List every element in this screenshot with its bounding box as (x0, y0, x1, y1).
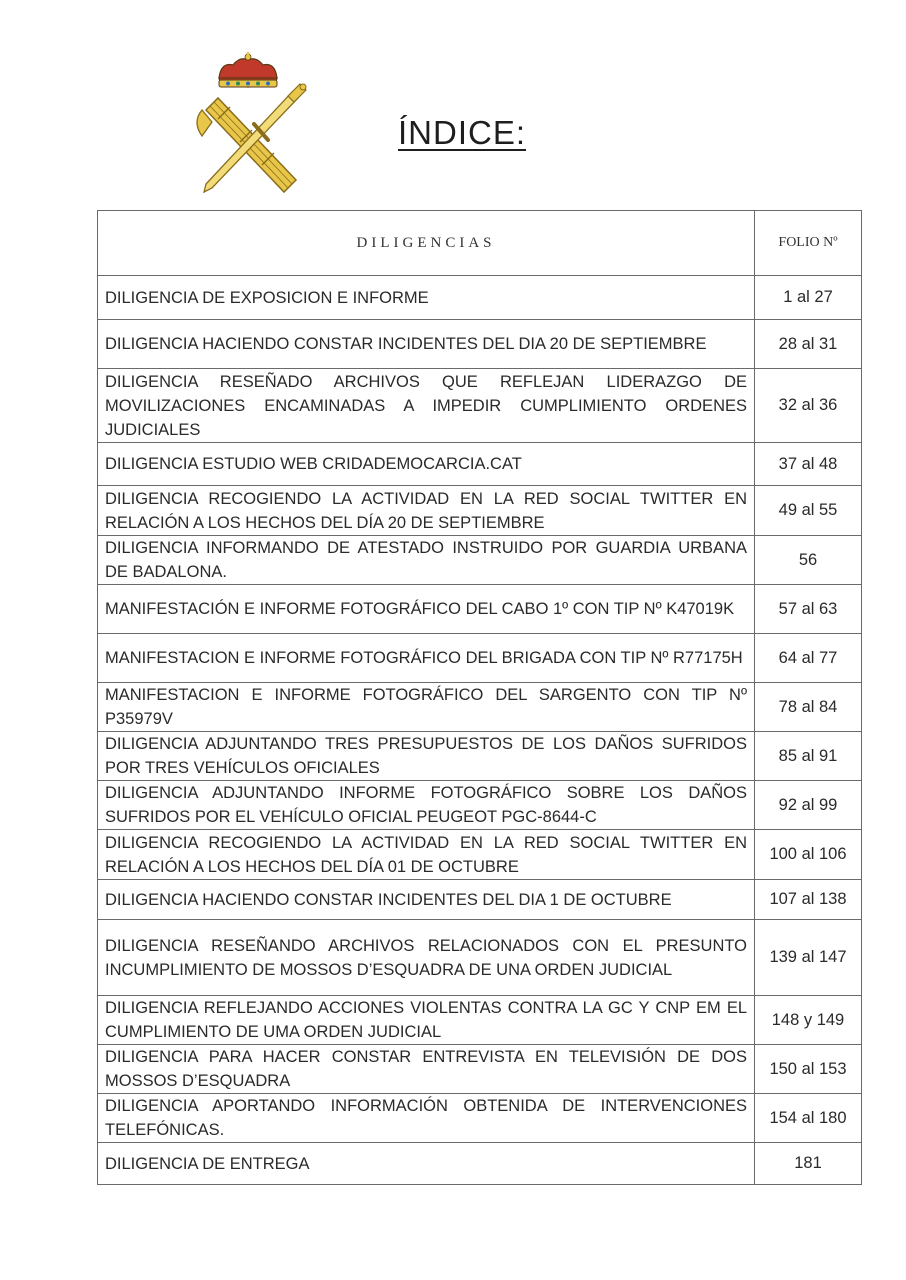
folio-number: 64 al 77 (755, 634, 862, 683)
table-row (98, 486, 862, 536)
diligencia-description: DILIGENCIA RESEÑANDO ARCHIVOS RELACIONADOS CON EL PRESUNTO INCUMPLIMIENTO DE MOSSOS D’ESQUADRA DE UNA ORDEN JUDICIAL (98, 920, 755, 996)
folio-number: 32 al 36 (755, 369, 862, 443)
folio-number: 57 al 63 (755, 585, 862, 634)
diligencia-description: DILIGENCIA ADJUNTANDO TRES PRESUPUESTOS DE LOS DAÑOS SUFRIDOS POR TRES VEHÍCULOS OFICIALES (98, 732, 755, 781)
folio-number: 78 al 84 (755, 683, 862, 732)
diligencia-description: DILIGENCIA ESTUDIO WEB CRIDADEMOCARCIA.CAT (98, 443, 755, 486)
diligencia-description: DILIGENCIA RECOGIENDO LA ACTIVIDAD EN LA RED SOCIAL TWITTER EN RELACIÓN A LOS HECHOS DEL DÍA 20 DE SEPTIEMBRE (98, 486, 755, 536)
diligencia-description: DILIGENCIA DE ENTREGA (98, 1143, 755, 1185)
folio-number: 85 al 91 (755, 732, 862, 781)
table-header-row (98, 211, 862, 276)
folio-number: 92 al 99 (755, 781, 862, 830)
table-row (98, 276, 862, 320)
table-row (98, 1094, 862, 1143)
page-title: ÍNDICE: (398, 114, 527, 151)
diligencia-description: DILIGENCIA DE EXPOSICION E INFORME (98, 276, 755, 320)
table-row (98, 781, 862, 830)
diligencia-description: DILIGENCIA HACIENDO CONSTAR INCIDENTES DEL DIA 1 DE OCTUBRE (98, 880, 755, 920)
diligencia-description: DILIGENCIA RESEÑADO ARCHIVOS QUE REFLEJAN LIDERAZGO DE MOVILIZACIONES ENCAMINADAS A IMPEDIR CUMPLIMIENTO ORDENES JUDICIALES (98, 369, 755, 443)
diligencia-description: MANIFESTACIÓN E INFORME FOTOGRÁFICO DEL CABO 1º CON TIP Nº K47019K (98, 585, 755, 634)
diligencia-description: DILIGENCIA HACIENDO CONSTAR INCIDENTES DEL DIA 20 DE SEPTIEMBRE (98, 320, 755, 369)
diligencia-description: MANIFESTACION E INFORME FOTOGRÁFICO DEL BRIGADA CON TIP Nº R77175H (98, 634, 755, 683)
table-row (98, 996, 862, 1045)
table-row (98, 683, 862, 732)
crown-icon (219, 52, 277, 87)
diligencia-description: DILIGENCIA INFORMANDO DE ATESTADO INSTRUIDO POR GUARDIA URBANA DE BADALONA. (98, 536, 755, 585)
folio-number: 37 al 48 (755, 443, 862, 486)
folio-number: 154 al 180 (755, 1094, 862, 1143)
guardia-civil-emblem (188, 52, 308, 202)
diligencia-description: DILIGENCIA APORTANDO INFORMACIÓN OBTENIDA DE INTERVENCIONES TELEFÓNICAS. (98, 1094, 755, 1143)
index-table (97, 210, 862, 1185)
table-row (98, 830, 862, 880)
table-row (98, 320, 862, 369)
folio-number: 1 al 27 (755, 276, 862, 320)
diligencia-description: MANIFESTACION E INFORME FOTOGRÁFICO DEL SARGENTO CON TIP Nº P35979V (98, 683, 755, 732)
folio-number: 100 al 106 (755, 830, 862, 880)
table-row (98, 880, 862, 920)
table-row (98, 920, 862, 996)
table-row (98, 1045, 862, 1094)
folio-number: 107 al 138 (755, 880, 862, 920)
table-row (98, 1143, 862, 1185)
column-header-folio: FOLIO Nº (755, 211, 862, 276)
table-row (98, 369, 862, 443)
folio-number: 49 al 55 (755, 486, 862, 536)
folio-number: 28 al 31 (755, 320, 862, 369)
folio-number: 181 (755, 1143, 862, 1185)
table-row (98, 536, 862, 585)
folio-number: 150 al 153 (755, 1045, 862, 1094)
diligencia-description: DILIGENCIA ADJUNTANDO INFORME FOTOGRÁFICO SOBRE LOS DAÑOS SUFRIDOS POR EL VEHÍCULO OFICIAL PEUGEOT PGC-8644-C (98, 781, 755, 830)
table-row (98, 634, 862, 683)
diligencia-description: DILIGENCIA RECOGIENDO LA ACTIVIDAD EN LA RED SOCIAL TWITTER EN RELACIÓN A LOS HECHOS DEL DÍA 01 DE OCTUBRE (98, 830, 755, 880)
diligencia-description: DILIGENCIA PARA HACER CONSTAR ENTREVISTA EN TELEVISIÓN DE DOS MOSSOS D’ESQUADRA (98, 1045, 755, 1094)
folio-number: 56 (755, 536, 862, 585)
table-row (98, 585, 862, 634)
table-row (98, 732, 862, 781)
table-row (98, 443, 862, 486)
column-header-diligencias: DILIGENCIAS (98, 211, 755, 276)
table-body (98, 276, 862, 1185)
folio-number: 148 y 149 (755, 996, 862, 1045)
folio-number: 139 al 147 (755, 920, 862, 996)
diligencia-description: DILIGENCIA REFLEJANDO ACCIONES VIOLENTAS CONTRA LA GC Y CNP EM EL CUMPLIMIENTO DE UMA ORDEN JUDICIAL (98, 996, 755, 1045)
